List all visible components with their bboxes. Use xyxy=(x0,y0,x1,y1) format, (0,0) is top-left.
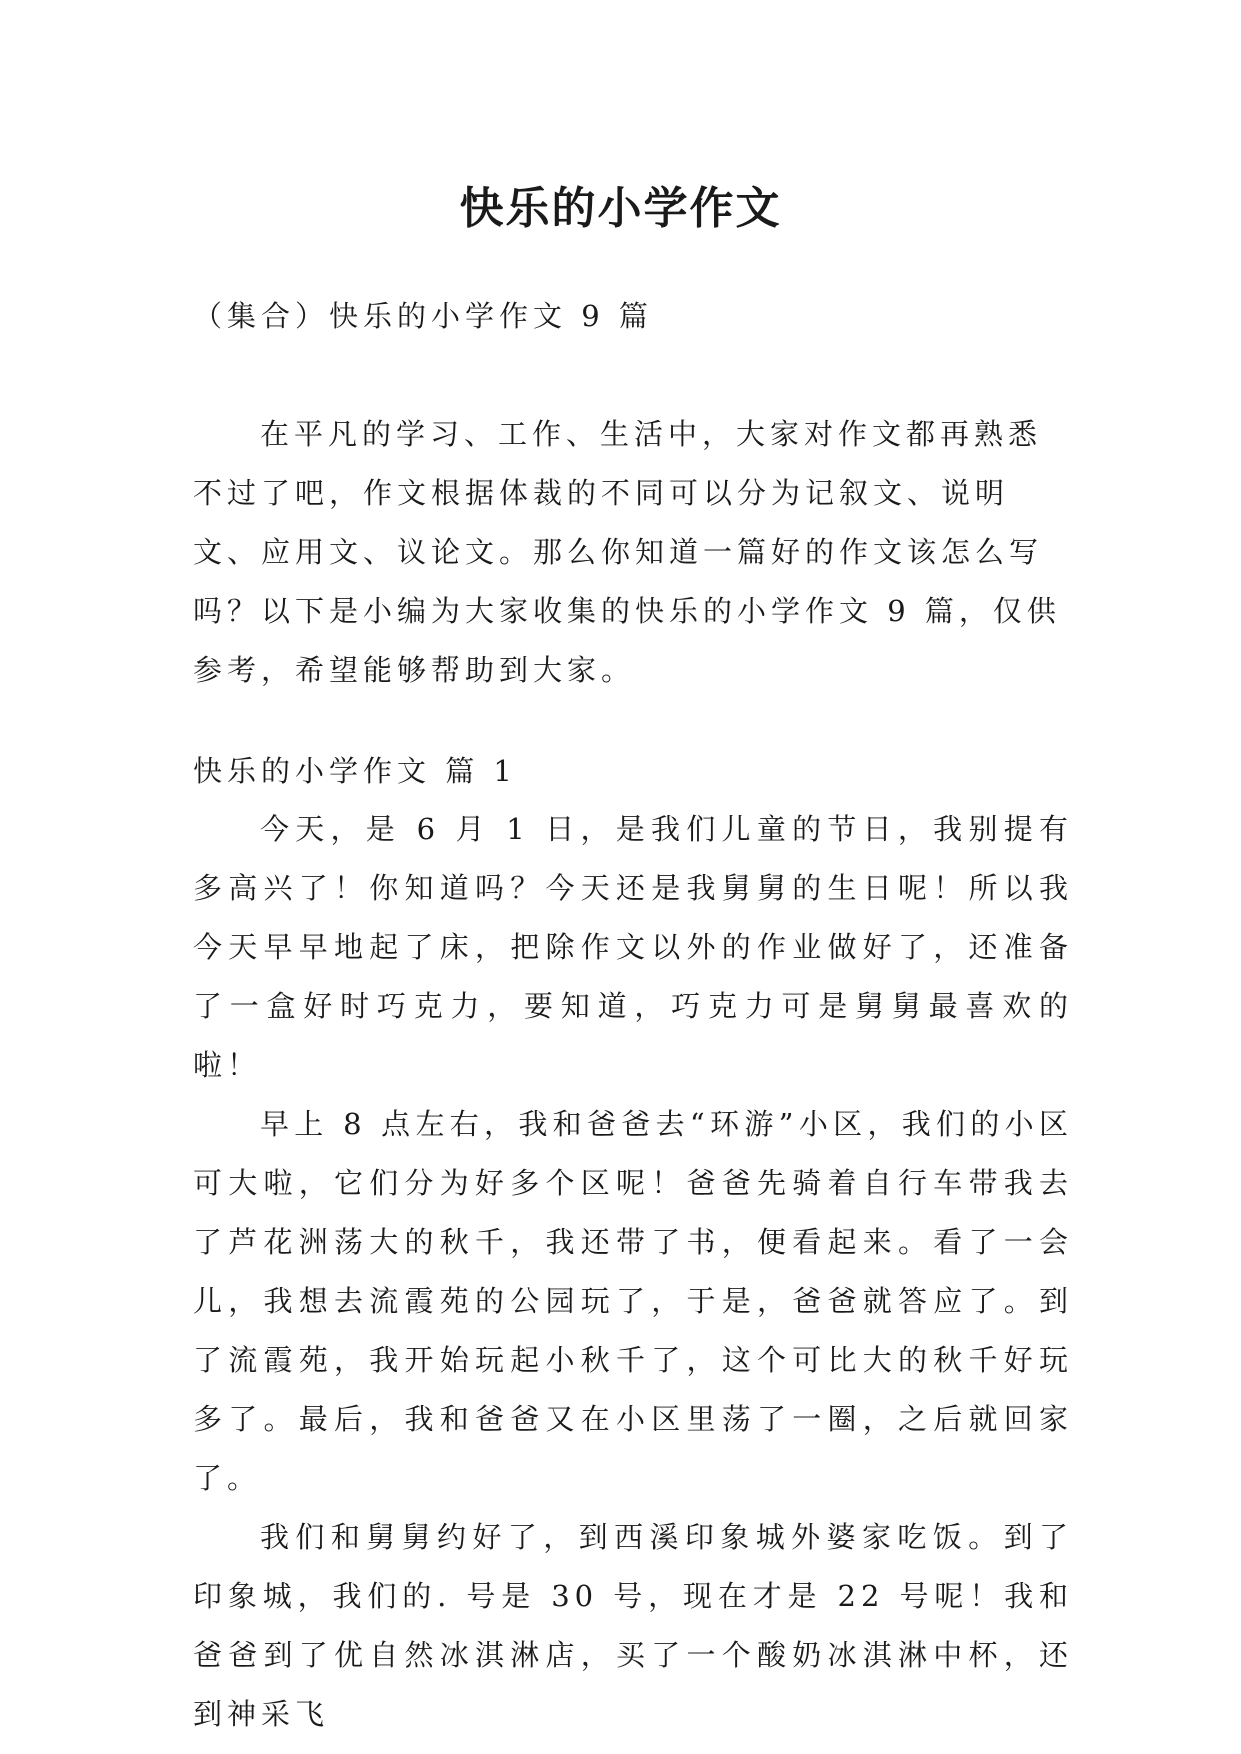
document-title: 快乐的小学作文 xyxy=(459,183,782,235)
section-heading: 快乐的小学作文 篇 1 xyxy=(193,754,517,788)
essay-body xyxy=(193,800,1073,1744)
intro-paragraph: 在平凡的学习、工作、生活中，大家对作文都再熟悉不过了吧，作文根据体裁的不同可以分为记叙文、说明文、应用文、议论文。那么你知道一篇好的作文该怎么写吗？以下是小编为大家收集的快乐的小学作文 9 篇，仅供参考，希望能够帮助到大家。 xyxy=(193,417,1061,687)
intro-section xyxy=(193,405,1073,700)
essay-paragraph-3: 我们和舅舅约好了，到西溪印象城外婆家吃饭。到了印象城，我们的. 号是 30 号，现在才是 22 号呢！我和爸爸到了优自然冰淇淋店，买了一个酸奶冰淇淋中杯，还到神采飞 xyxy=(193,1520,1073,1731)
essay-paragraph-1: 今天，是 6 月 1 日，是我们儿童的节日，我别提有多高兴了！你知道吗？今天还是我舅舅的生日呢！所以我今天早早地起了床，把除作文以外的作业做好了，还准备了一盒好时巧克力，要知道，巧克力可是舅舅最喜欢的啦！ xyxy=(193,812,1073,1082)
essay-paragraph-2: 早上 8 点左右，我和爸爸去“环游”小区，我们的小区可大啦，它们分为好多个区呢！爸爸先骑着自行车带我去了芦花洲荡大的秋千，我还带了书，便看起来。看了一会儿，我想去流霞苑的公园玩了，于是，爸爸就答应了。到了流霞苑，我开始玩起小秋千了，这个可比大的秋千好玩多了。最后，我和爸爸又在小区里荡了一圈，之后就回家了。 xyxy=(193,1107,1073,1495)
document-subtitle: （集合）快乐的小学作文 9 篇 xyxy=(193,299,653,333)
